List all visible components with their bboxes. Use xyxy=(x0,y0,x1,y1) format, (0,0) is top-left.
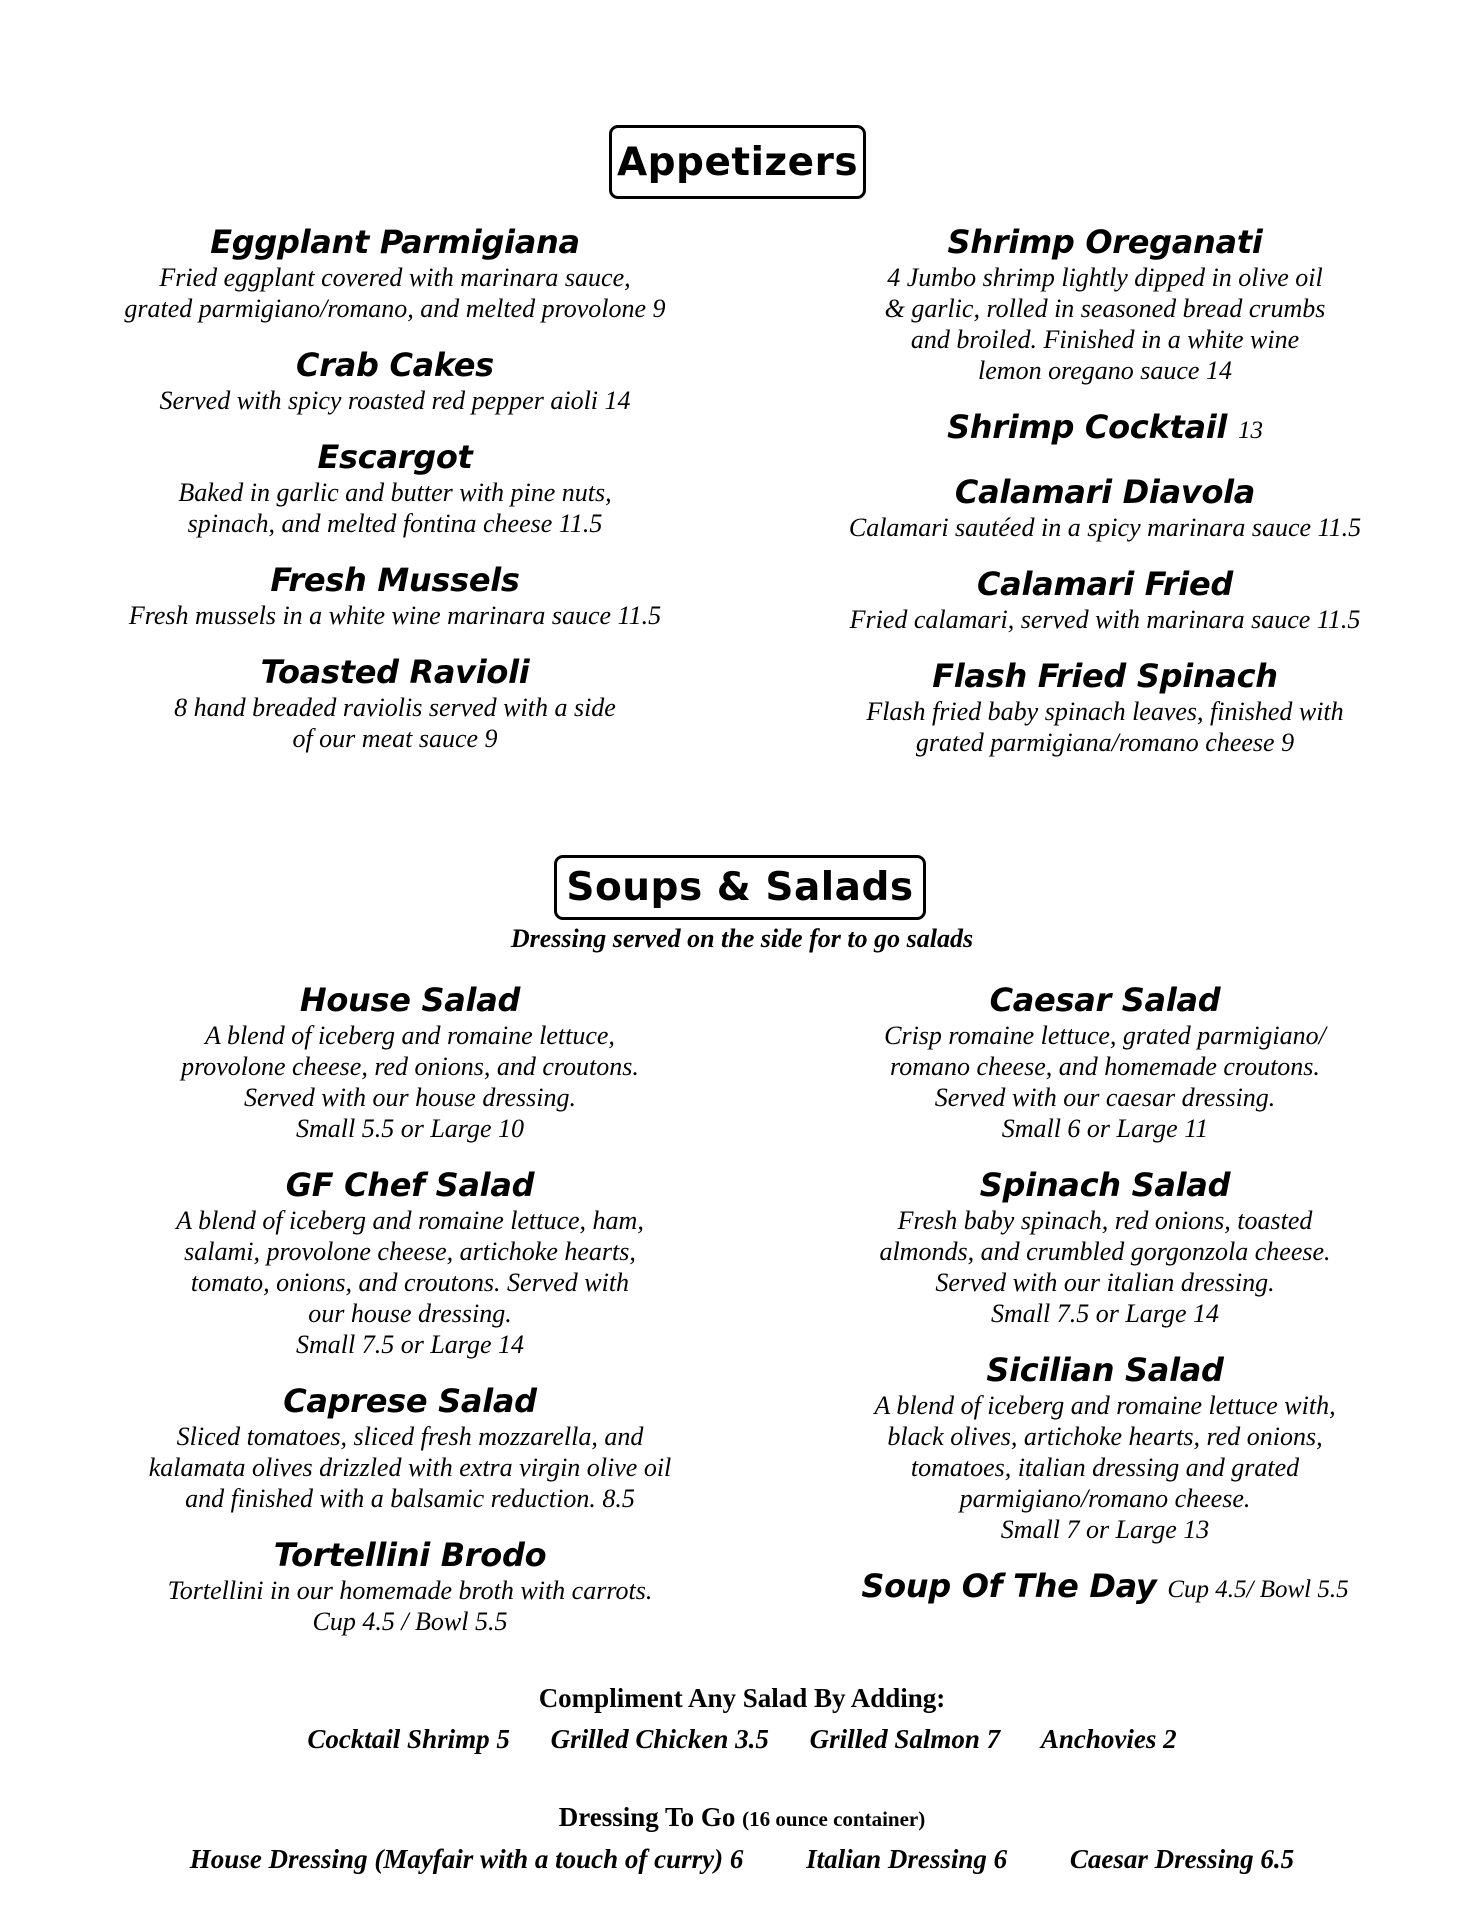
item-description: A blend of iceberg and romaine lettuce, ham, salami, provolone cheese, artichoke hearts, tomato, onions, and croutons. Served with our house dressing. Small 7.5 or Large 14 xyxy=(176,1206,644,1359)
item-name: Tortellini Brodo xyxy=(273,1536,547,1574)
item-name: Sicilian Salad xyxy=(986,1351,1224,1389)
item-price: 13 xyxy=(1237,417,1263,444)
soups-salads-note: Dressing served on the side for to go salads xyxy=(510,924,974,953)
dressing-container-note: (16 ounce container) xyxy=(742,1807,926,1831)
item-description: 8 hand breaded raviolis served with a side of our meat sauce 9 xyxy=(174,693,616,753)
item-name: GF Chef Salad xyxy=(285,1166,535,1204)
item-description: Crisp romaine lettuce, grated parmigiano/ romano cheese, and homemade croutons. Served with our caesar dressing. Small 6 or Large 11 xyxy=(884,1021,1326,1143)
menu-item xyxy=(790,407,1420,451)
item-name: Calamari Diavola xyxy=(954,473,1256,511)
item-name: Spinach Salad xyxy=(979,1166,1231,1204)
menu-item xyxy=(90,1381,730,1514)
item-description: Fried eggplant covered with marinara sauce, grated parmigiano/romano, and melted provolone 9 xyxy=(124,263,666,323)
item-name: Caprese Salad xyxy=(283,1382,537,1420)
menu-item xyxy=(70,652,720,754)
item-name: Calamari Fried xyxy=(977,565,1233,603)
menu-item xyxy=(70,560,720,631)
soups-salads-heading: Soups & Salads xyxy=(554,855,926,920)
item-name xyxy=(790,1566,1420,1610)
appetizers-right-column xyxy=(790,222,1420,779)
item-name: Escargot xyxy=(317,438,473,476)
item-name: House Salad xyxy=(299,981,521,1019)
salads-left-column xyxy=(90,980,730,1658)
menu-item xyxy=(90,980,730,1144)
item-description: Calamari sautéed in a spicy marinara sauce 11.5 xyxy=(848,513,1362,542)
menu-item xyxy=(90,1165,730,1360)
addon-item: Grilled Chicken 3.5 xyxy=(550,1724,769,1754)
item-price: Cup 4.5/ Bowl 5.5 xyxy=(1167,1576,1349,1603)
item-description: Sliced tomatoes, sliced fresh mozzarella, and kalamata olives drizzled with extra virgin olive oil and finished with a balsamic reduction. 8.5 xyxy=(148,1422,672,1513)
addon-item: Anchovies 2 xyxy=(1040,1724,1177,1754)
menu-item xyxy=(790,564,1420,635)
menu-item xyxy=(790,656,1420,758)
item-description: Flash fried baby spinach leaves, finished with grated parmigiana/romano cheese 9 xyxy=(866,697,1344,757)
item-name: Shrimp Oreganati xyxy=(947,223,1263,261)
salads-right-column xyxy=(790,980,1420,1631)
item-name: Toasted Ravioli xyxy=(260,653,530,691)
item-description: A blend of iceberg and romaine lettuce with, black olives, artichoke hearts, red onions, tomatoes, italian dressing and grated parmigiano/romano cheese. Small 7 or Large 13 xyxy=(874,1391,1336,1544)
addon-item: Grilled Salmon 7 xyxy=(809,1724,1001,1754)
menu-item xyxy=(70,345,720,416)
menu-item xyxy=(790,222,1420,386)
item-name: Caesar Salad xyxy=(989,981,1221,1019)
menu-item xyxy=(790,472,1420,543)
dressing-item: Italian Dressing 6 xyxy=(806,1844,1008,1874)
dressing-item: Caesar Dressing 6.5 xyxy=(1069,1844,1295,1874)
item-description: Baked in garlic and butter with pine nuts, spinach, and melted fontina cheese 11.5 xyxy=(178,478,612,538)
menu-item xyxy=(790,980,1420,1144)
item-name: Flash Fried Spinach xyxy=(932,657,1278,695)
menu-item xyxy=(70,222,720,324)
item-description: Fried calamari, served with marinara sauce 11.5 xyxy=(849,605,1361,634)
appetizers-heading: Appetizers xyxy=(609,125,866,199)
item-name xyxy=(790,407,1420,451)
dressing-item: House Dressing (Mayfair with a touch of curry) 6 xyxy=(189,1844,744,1874)
compliment-items xyxy=(0,1724,1484,1755)
item-name-text: Soup Of The Day xyxy=(861,1567,1157,1605)
item-name: Fresh Mussels xyxy=(270,561,520,599)
item-description: Fresh mussels in a white wine marinara sauce 11.5 xyxy=(128,601,662,630)
item-name: Eggplant Parmigiana xyxy=(210,223,580,261)
dressing-title-text: Dressing To Go xyxy=(558,1802,736,1832)
item-name: Crab Cakes xyxy=(296,346,494,384)
addon-item: Cocktail Shrimp 5 xyxy=(307,1724,510,1754)
item-description: Tortellini in our homemade broth with carrots. Cup 4.5 / Bowl 5.5 xyxy=(167,1576,653,1636)
item-description: Served with spicy roasted red pepper aioli 14 xyxy=(159,386,631,415)
menu-item xyxy=(790,1350,1420,1545)
dressing-items xyxy=(0,1844,1484,1875)
appetizers-left-column xyxy=(70,222,720,775)
menu-item xyxy=(70,437,720,539)
item-name-text: Shrimp Cocktail xyxy=(947,408,1228,446)
item-description: 4 Jumbo shrimp lightly dipped in olive oil & garlic, rolled in seasoned bread crumbs and broiled. Finished in a white wine lemon oregano sauce 14 xyxy=(884,263,1326,385)
dressing-to-go-title xyxy=(0,1802,1484,1833)
menu-item xyxy=(790,1165,1420,1329)
menu-item xyxy=(790,1566,1420,1610)
compliment-title: Compliment Any Salad By Adding: xyxy=(538,1683,946,1713)
menu-item xyxy=(90,1535,730,1637)
item-description: Fresh baby spinach, red onions, toasted almonds, and crumbled gorgonzola cheese. Served with our italian dressing. Small 7.5 or Large 14 xyxy=(879,1206,1331,1328)
item-description: A blend of iceberg and romaine lettuce, provolone cheese, red onions, and croutons. Served with our house dressing. Small 5.5 or Large 10 xyxy=(181,1021,639,1143)
